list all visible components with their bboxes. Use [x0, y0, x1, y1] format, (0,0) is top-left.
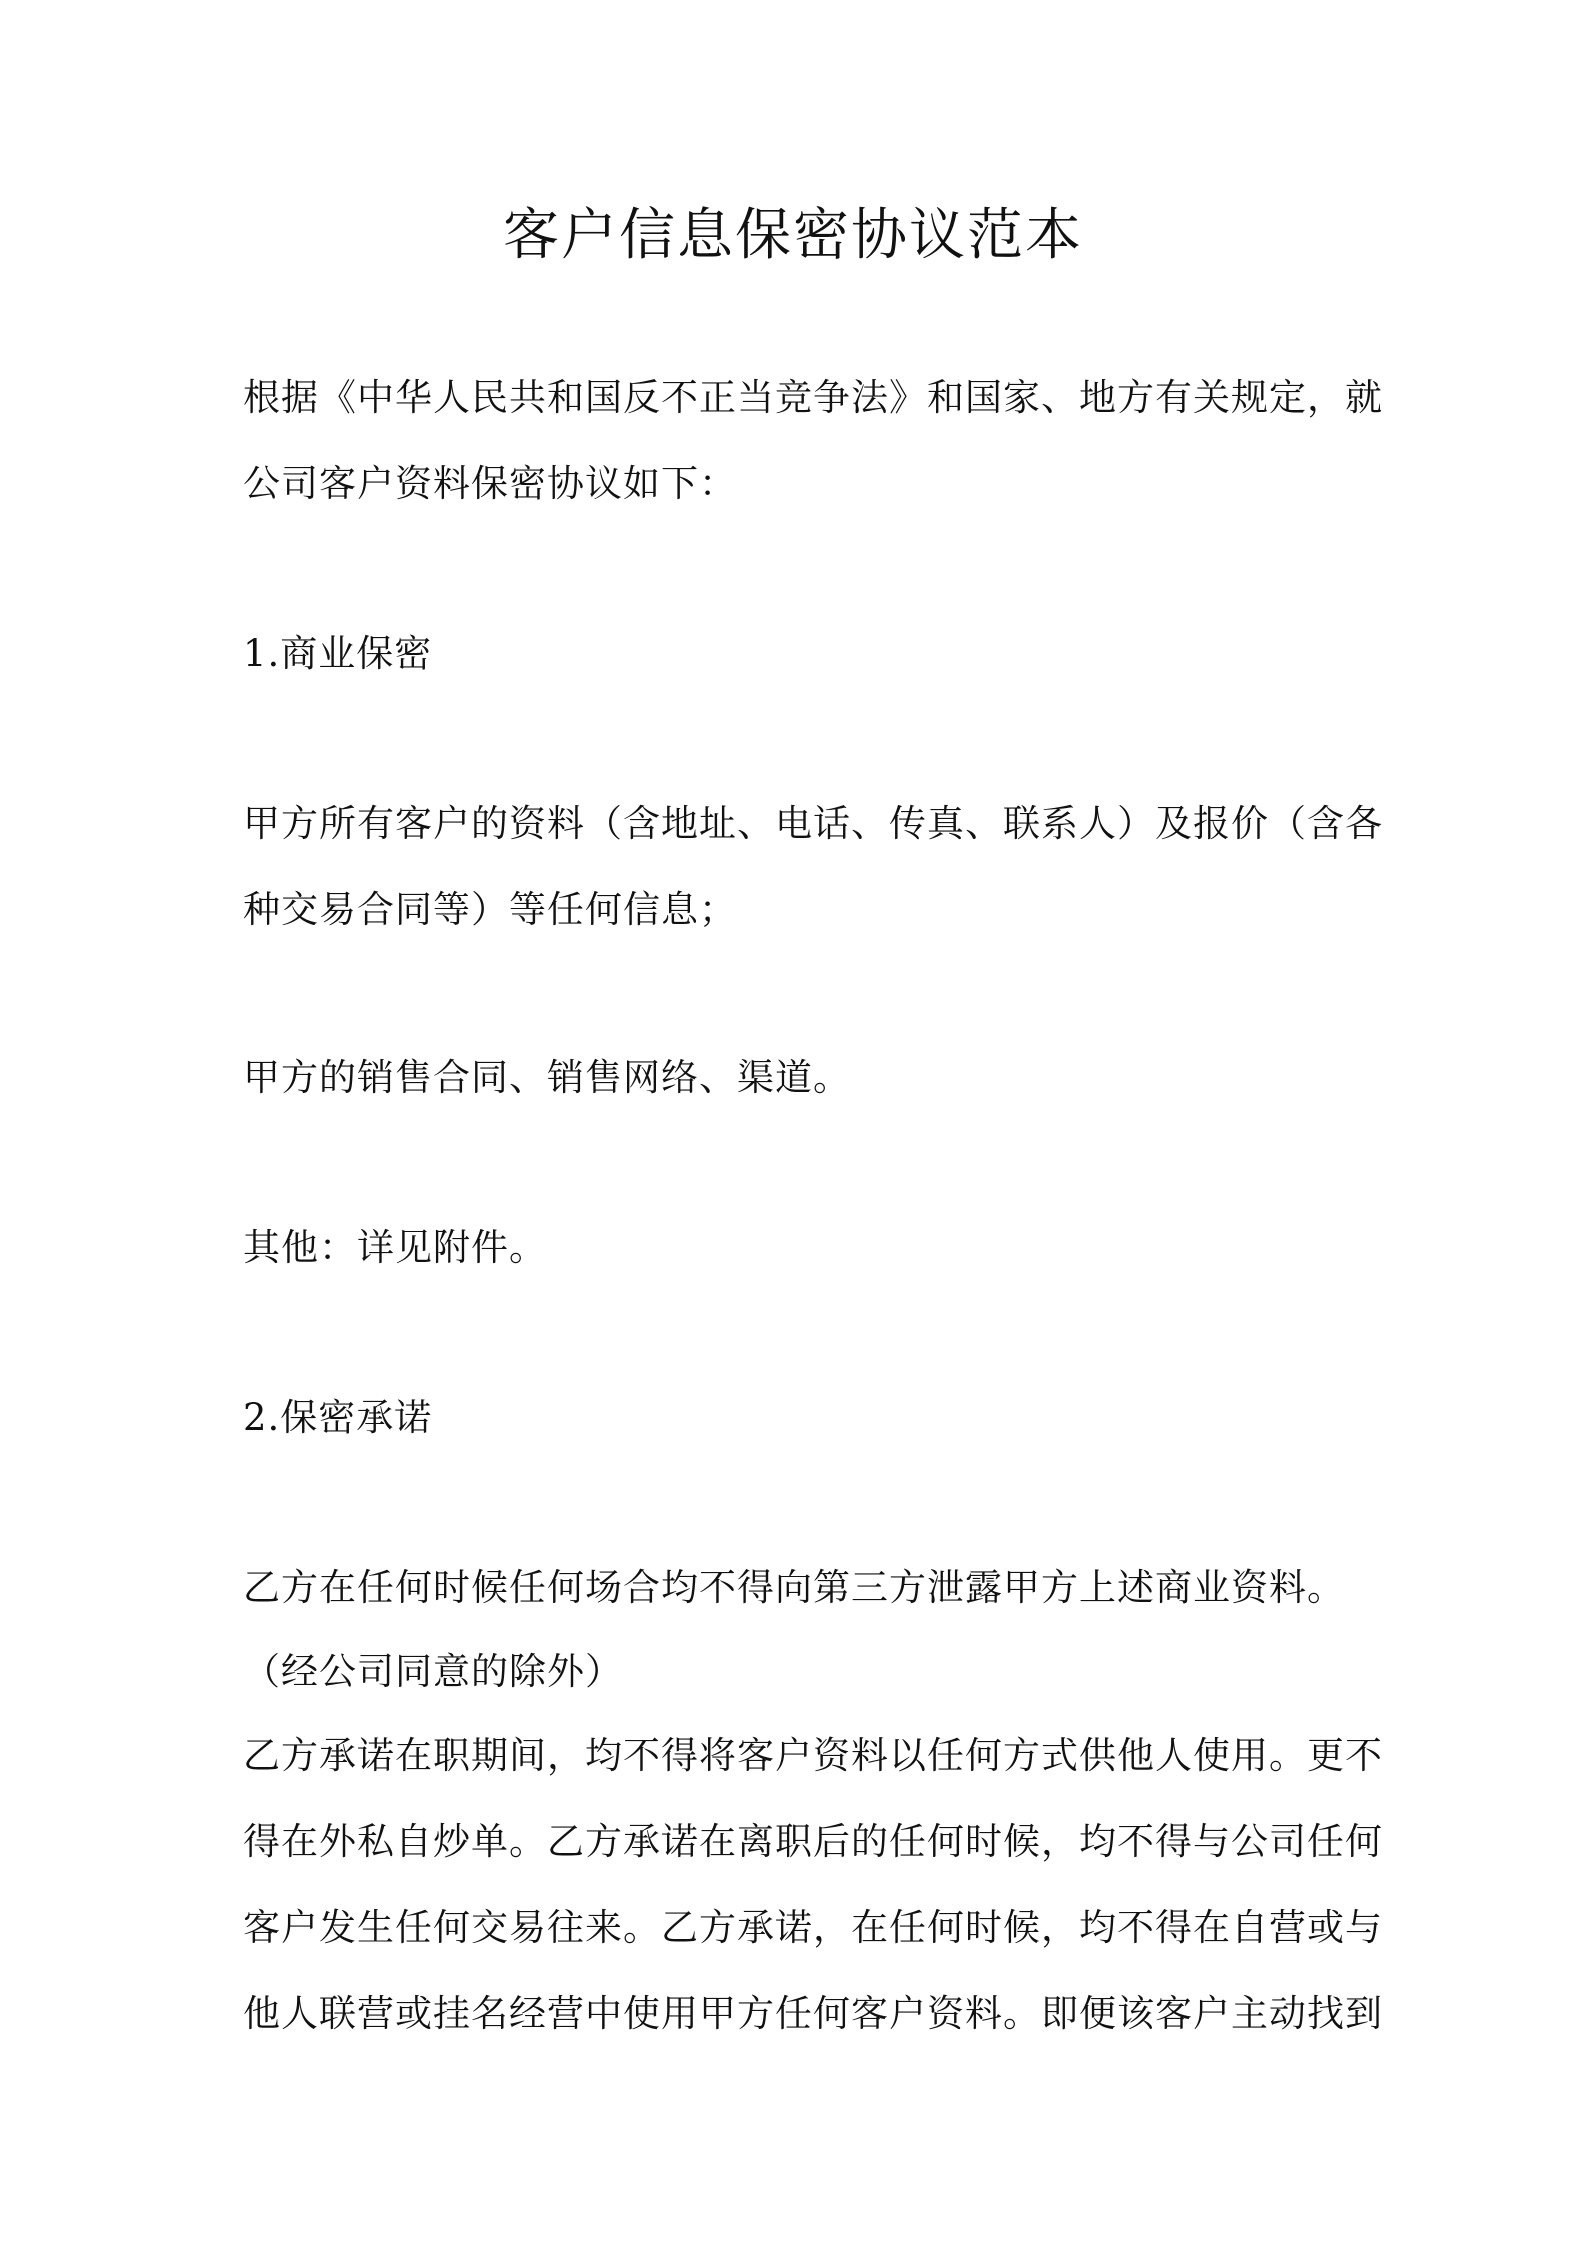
paragraph-line: 甲方所有客户的资料（含地址、电话、传真、联系人）及报价（含各 [243, 802, 1383, 845]
paragraph-line: 他人联营或挂名经营中使用甲方任何客户资料。即便该客户主动找到 [243, 1992, 1383, 2035]
document-title: 客户信息保密协议范本 [503, 203, 1083, 268]
paragraph-line: 得在外私自炒单。乙方承诺在离职后的任何时候，均不得与公司任何 [243, 1820, 1383, 1863]
paragraph-line: 公司客户资料保密协议如下： [243, 462, 737, 505]
paragraph-line: 甲方的销售合同、销售网络、渠道。 [243, 1056, 851, 1099]
section-heading: 1.商业保密 [243, 632, 433, 675]
paragraph-line: 种交易合同等）等任何信息； [243, 888, 737, 931]
paragraph-line: 其他：详见附件。 [243, 1226, 547, 1269]
paragraph-line: 乙方承诺在职期间，均不得将客户资料以任何方式供他人使用。更不 [243, 1734, 1383, 1777]
paragraph-line: 客户发生任何交易往来。乙方承诺，在任何时候，均不得在自营或与 [243, 1906, 1383, 1949]
section-heading: 2.保密承诺 [243, 1396, 433, 1439]
paragraph-line: 根据《中华人民共和国反不正当竞争法》和国家、地方有关规定，就 [243, 376, 1383, 419]
paragraph-line: 乙方在任何时候任何场合均不得向第三方泄露甲方上述商业资料。 [243, 1566, 1345, 1609]
paragraph-line: （经公司同意的除外） [243, 1650, 623, 1693]
